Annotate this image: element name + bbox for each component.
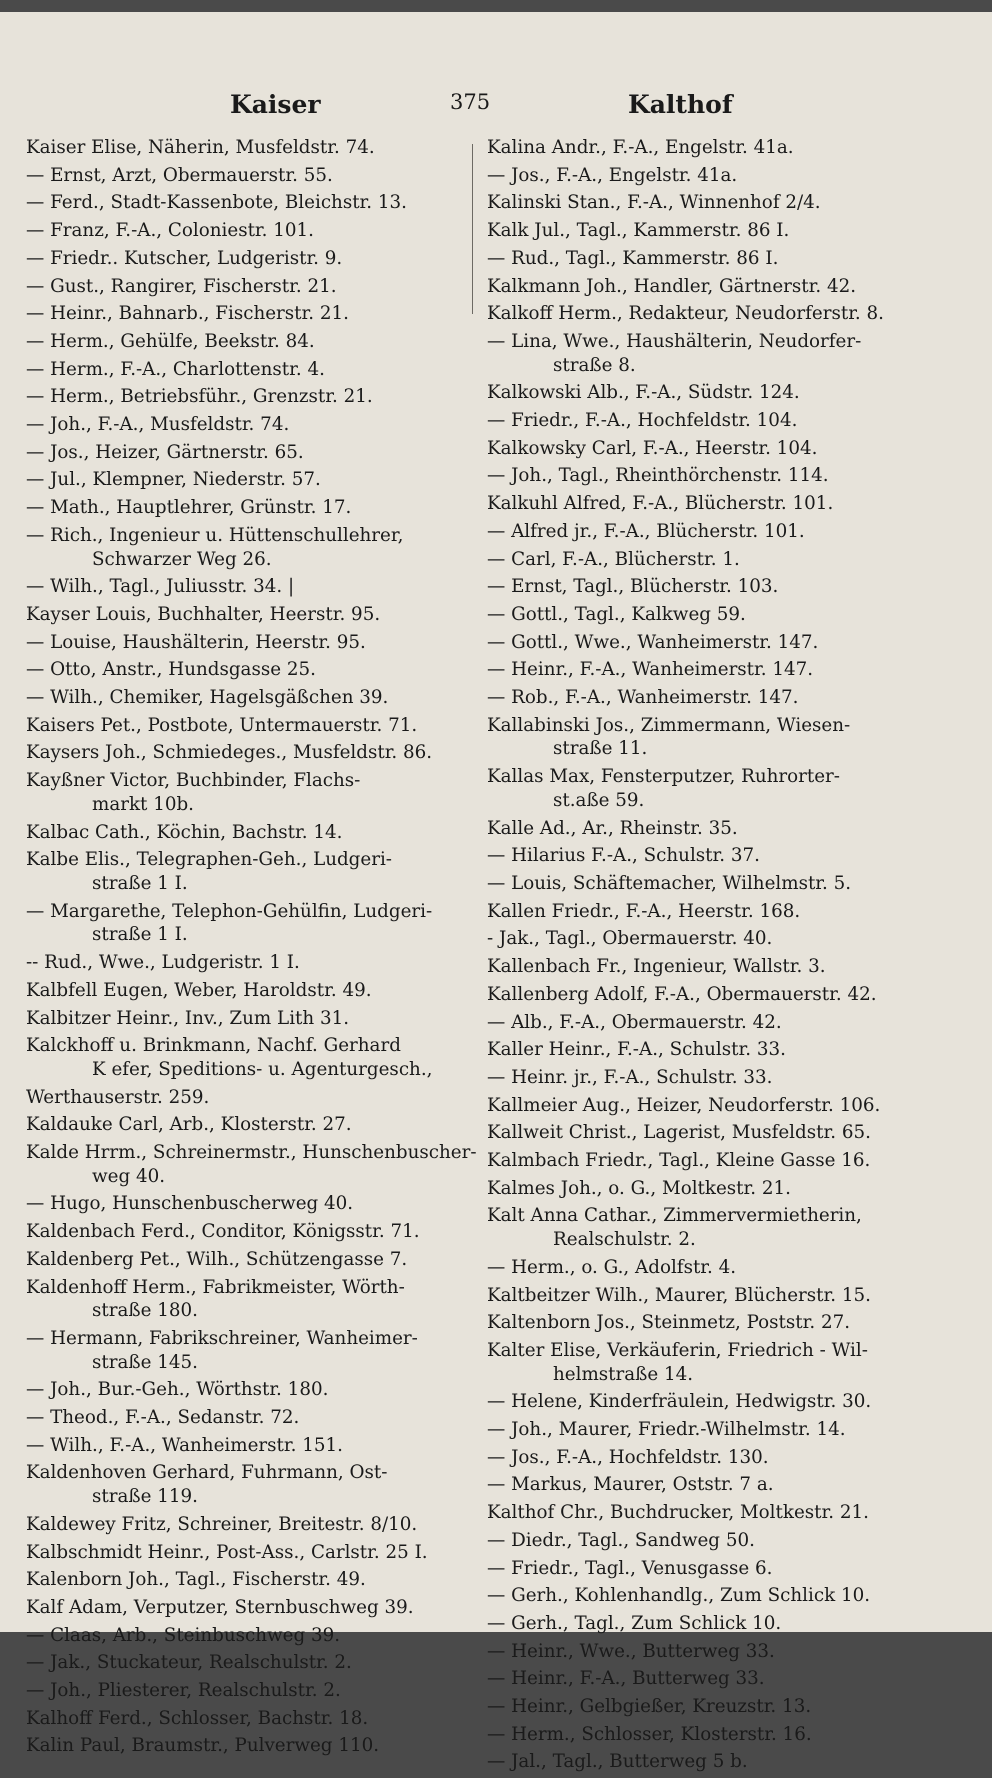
directory-entry bbox=[26, 741, 454, 765]
entry-line: Kalenborn Joh., Tagl., Fischerstr. 49. bbox=[26, 1569, 366, 1591]
entry-continuation-line: Realschulstr. 2. bbox=[553, 1229, 696, 1251]
directory-entry bbox=[487, 492, 917, 516]
entry-continuation-line: st.aße 59. bbox=[553, 789, 645, 811]
directory-entry bbox=[26, 900, 454, 947]
entry-line: Kalf Adam, Verputzer, Sternbuschweg 39. bbox=[26, 1596, 414, 1618]
entry-line: Kalmes Joh., o. G., Moltkestr. 21. bbox=[487, 1177, 791, 1199]
entry-line: — Jul., Klempner, Niederstr. 57. bbox=[26, 469, 321, 491]
directory-entry bbox=[487, 714, 917, 761]
directory-entry bbox=[26, 1378, 454, 1402]
entry-line: Kalkoff Herm., Redakteur, Neudorferstr. 8. bbox=[487, 303, 884, 325]
directory-entry bbox=[26, 575, 454, 599]
directory-entry bbox=[26, 358, 454, 382]
entry-line: Kalbitzer Heinr., Inv., Zum Lith 31. bbox=[26, 1007, 350, 1029]
directory-entry bbox=[26, 385, 454, 409]
entry-line: — Louis, Schäftemacher, Wilhelmstr. 5. bbox=[487, 872, 852, 894]
entry-line: — Rud., Tagl., Kammerstr. 86 I. bbox=[487, 247, 779, 269]
entry-continuation-line: K efer, Speditions- u. Agenturgesch., bbox=[92, 1058, 433, 1080]
entry-line: -- Rud., Wwe., Ludgeristr. 1 I. bbox=[26, 952, 300, 974]
directory-entry bbox=[26, 1248, 454, 1272]
entry-line: — Louise, Haushälterin, Heerstr. 95. bbox=[26, 631, 366, 653]
entry-line: — Gust., Rangirer, Fischerstr. 21. bbox=[26, 275, 337, 297]
entry-line: — Joh., Maurer, Friedr.-Wilhelmstr. 14. bbox=[487, 1419, 846, 1441]
directory-entry bbox=[487, 1390, 917, 1414]
entry-line: Kalthof Chr., Buchdrucker, Moltkestr. 21. bbox=[487, 1502, 869, 1524]
directory-entry bbox=[26, 191, 454, 215]
entry-line: — Gerh., Tagl., Zum Schlick 10. bbox=[487, 1612, 782, 1634]
directory-entry bbox=[26, 769, 454, 816]
entry-line: Kaldenhoff Herm., Fabrikmeister, Wörth- bbox=[26, 1276, 405, 1298]
entry-line: — Herm., Gehülfe, Beekstr. 84. bbox=[26, 330, 315, 352]
directory-entry bbox=[487, 927, 917, 951]
directory-entry bbox=[487, 1066, 917, 1090]
entry-line: Kalbschmidt Heinr., Post-Ass., Carlstr. 25 I. bbox=[26, 1541, 428, 1563]
directory-entry bbox=[26, 1406, 454, 1430]
header-left-keyword: Kaiser bbox=[230, 90, 321, 119]
directory-entry bbox=[487, 381, 917, 405]
directory-entry bbox=[487, 1011, 917, 1035]
entry-line: — Carl, F.-A., Blücherstr. 1. bbox=[487, 548, 740, 570]
directory-entry bbox=[26, 441, 454, 465]
entry-line: Kalin Paul, Braumstr., Pulverweg 110. bbox=[26, 1735, 380, 1757]
directory-entry bbox=[487, 686, 917, 710]
directory-entry bbox=[26, 330, 454, 354]
directory-entry bbox=[26, 658, 454, 682]
directory-entry bbox=[487, 658, 917, 682]
entry-line: Kaiser Elise, Näherin, Musfeldstr. 74. bbox=[26, 137, 375, 158]
entry-line: — Herm., F.-A., Charlottenstr. 4. bbox=[26, 358, 325, 380]
entry-line: — Gottl., Wwe., Wanheimerstr. 147. bbox=[487, 631, 819, 653]
entry-line: Kaltenborn Jos., Steinmetz, Poststr. 27. bbox=[487, 1312, 851, 1334]
entry-line: Kalbfell Eugen, Weber, Haroldstr. 49. bbox=[26, 979, 372, 1001]
entry-line: — Jal., Tagl., Butterweg 5 b. bbox=[487, 1751, 748, 1773]
entry-line: Kaldenberg Pet., Wilh., Schützengasse 7. bbox=[26, 1248, 408, 1270]
entry-line: — Friedr.. Kutscher, Ludgeristr. 9. bbox=[26, 247, 343, 269]
entry-line: — Herm., Schlosser, Klosterstr. 16. bbox=[487, 1723, 812, 1745]
entry-line: Kayser Louis, Buchhalter, Heerstr. 95. bbox=[26, 603, 381, 625]
directory-entry bbox=[26, 1596, 454, 1620]
directory-entry bbox=[26, 136, 454, 160]
entry-line: Werthauserstr. 259. bbox=[26, 1086, 210, 1108]
directory-entry bbox=[487, 548, 917, 572]
entry-line: — Gottl., Tagl., Kalkweg 59. bbox=[487, 603, 746, 625]
entry-line: — Claas, Arb., Steinbuschweg 39. bbox=[26, 1624, 341, 1646]
entry-line: — Joh., F.-A., Musfeldstr. 74. bbox=[26, 414, 290, 436]
header-right-keyword: Kalthof bbox=[628, 90, 733, 119]
entry-line: — Jos., F.-A., Engelstr. 41a. bbox=[487, 164, 738, 186]
entry-line: Kalter Elise, Verkäuferin, Friedrich - Wil- bbox=[487, 1339, 868, 1361]
entry-line: — Margarethe, Telephon-Gehülfin, Ludgeri- bbox=[26, 900, 433, 922]
entry-line: Kalbac Cath., Köchin, Bachstr. 14. bbox=[26, 821, 343, 843]
directory-entry bbox=[487, 1723, 917, 1747]
directory-entry bbox=[487, 1529, 917, 1553]
directory-entry bbox=[26, 631, 454, 655]
directory-entry bbox=[487, 955, 917, 979]
entry-line: — Rob., F.-A., Wanheimerstr. 147. bbox=[487, 687, 799, 709]
directory-entry bbox=[487, 1204, 917, 1251]
directory-entry bbox=[26, 1513, 454, 1537]
directory-entry bbox=[26, 1327, 454, 1374]
entry-line: Kallenbach Fr., Ingenieur, Wallstr. 3. bbox=[487, 956, 826, 978]
directory-entry bbox=[26, 164, 454, 188]
entry-continuation-line: straße 180. bbox=[92, 1300, 198, 1322]
directory-entry bbox=[487, 1038, 917, 1062]
directory-entry bbox=[26, 979, 454, 1003]
entry-line: — Herm., o. G., Adolfstr. 4. bbox=[487, 1256, 737, 1278]
entry-line: — Ernst, Tagl., Blücherstr. 103. bbox=[487, 576, 779, 598]
directory-entry bbox=[487, 872, 917, 896]
directory-entry bbox=[26, 413, 454, 437]
directory-entry bbox=[487, 603, 917, 627]
entry-continuation-line: straße 1 I. bbox=[92, 924, 188, 946]
column-divider bbox=[472, 144, 473, 314]
directory-entry bbox=[26, 1624, 454, 1648]
entry-line: — Friedr., F.-A., Hochfeldstr. 104. bbox=[487, 410, 798, 432]
directory-entry bbox=[26, 714, 454, 738]
entry-line: — Wilh., Chemiker, Hagelsgäßchen 39. bbox=[26, 687, 389, 709]
entry-line: Kalina Andr., F.-A., Engelstr. 41a. bbox=[487, 137, 794, 158]
directory-entry bbox=[26, 1734, 454, 1758]
directory-entry bbox=[26, 1568, 454, 1592]
entry-line: — Wilh., Tagl., Juliusstr. 34. | bbox=[26, 576, 295, 598]
directory-entry bbox=[487, 1121, 917, 1145]
entry-line: - Jak., Tagl., Obermauerstr. 40. bbox=[487, 928, 773, 950]
page-header bbox=[0, 90, 992, 124]
entry-line: Kalde Hrrm., Schreinermstr., Hunschenbuscher- bbox=[26, 1142, 477, 1164]
directory-entry bbox=[487, 520, 917, 544]
entry-line: — Ernst, Arzt, Obermauerstr. 55. bbox=[26, 164, 333, 186]
directory-entry bbox=[487, 275, 917, 299]
directory-entry bbox=[26, 1651, 454, 1675]
directory-entry bbox=[487, 1584, 917, 1608]
directory-entry bbox=[26, 1220, 454, 1244]
entry-line: Kallen Friedr., F.-A., Heerstr. 168. bbox=[487, 900, 801, 922]
entry-line: — Alfred jr., F.-A., Blücherstr. 101. bbox=[487, 520, 805, 542]
directory-entry bbox=[487, 1284, 917, 1308]
directory-entry bbox=[26, 219, 454, 243]
entry-line: Kallenberg Adolf, F.-A., Obermauerstr. 42. bbox=[487, 983, 877, 1005]
directory-entry bbox=[487, 1473, 917, 1497]
directory-entry bbox=[487, 1446, 917, 1470]
directory-entry bbox=[26, 1679, 454, 1703]
directory-entry bbox=[487, 1557, 917, 1581]
directory-entry bbox=[487, 631, 917, 655]
directory-entry bbox=[26, 1086, 454, 1110]
entry-line: Kaldauke Carl, Arb., Klosterstr. 27. bbox=[26, 1114, 352, 1136]
entry-continuation-line: straße 145. bbox=[92, 1351, 198, 1373]
entry-line: — Hugo, Hunschenbuscherweg 40. bbox=[26, 1193, 354, 1215]
entry-line: Kallmeier Aug., Heizer, Neudorferstr. 106. bbox=[487, 1094, 881, 1116]
entry-line: — Jos., Heizer, Gärtnerstr. 65. bbox=[26, 441, 304, 463]
entry-line: — Joh., Tagl., Rheinthörchenstr. 114. bbox=[487, 465, 829, 487]
entry-line: — Jak., Stuckateur, Realschulstr. 2. bbox=[26, 1652, 352, 1674]
directory-page bbox=[0, 12, 992, 1773]
entry-continuation-line: Schwarzer Weg 26. bbox=[92, 548, 272, 570]
entry-line: — Lina, Wwe., Haushälterin, Neudorfer- bbox=[487, 330, 862, 352]
page-number: 375 bbox=[450, 90, 491, 114]
entry-line: — Joh., Bur.-Geh., Wörthstr. 180. bbox=[26, 1379, 329, 1401]
entry-line: — Heinr., Bahnarb., Fischerstr. 21. bbox=[26, 303, 349, 325]
directory-entry bbox=[26, 275, 454, 299]
directory-entry bbox=[487, 464, 917, 488]
entry-line: — Rich., Ingenieur u. Hüttenschullehrer, bbox=[26, 524, 404, 546]
entry-line: — Gerh., Kohlenhandlg., Zum Schlick 10. bbox=[487, 1585, 871, 1607]
entry-line: Kaldewey Fritz, Schreiner, Breitestr. 8/10. bbox=[26, 1513, 418, 1535]
entry-line: Kalkowski Alb., F.-A., Südstr. 124. bbox=[487, 382, 800, 404]
entry-line: — Helene, Kinderfräulein, Hedwigstr. 30. bbox=[487, 1391, 872, 1413]
entry-line: Kalhoff Ferd., Schlosser, Bachstr. 18. bbox=[26, 1707, 369, 1729]
entry-line: — Jos., F.-A., Hochfeldstr. 130. bbox=[487, 1446, 769, 1468]
directory-entry bbox=[26, 603, 454, 627]
right-column bbox=[487, 136, 917, 1778]
directory-entry bbox=[26, 468, 454, 492]
entry-line: Kalckhoff u. Brinkmann, Nachf. Gerhard bbox=[26, 1035, 401, 1057]
entry-continuation-line: weg 40. bbox=[92, 1165, 166, 1187]
entry-line: — Hermann, Fabrikschreiner, Wanheimer- bbox=[26, 1327, 418, 1349]
directory-entry bbox=[26, 1113, 454, 1137]
directory-entry bbox=[26, 848, 454, 895]
entry-line: — Otto, Anstr., Hundsgasse 25. bbox=[26, 659, 316, 681]
entry-line: Kallweit Christ., Lagerist, Musfeldstr. 65. bbox=[487, 1122, 871, 1144]
entry-line: — Theod., F.-A., Sedanstr. 72. bbox=[26, 1407, 300, 1429]
directory-entry bbox=[487, 1640, 917, 1664]
entry-line: Kalbe Elis., Telegraphen-Geh., Ludgeri- bbox=[26, 849, 392, 871]
entry-line: — Heinr., F.-A., Wanheimerstr. 147. bbox=[487, 659, 814, 681]
entry-continuation-line: straße 8. bbox=[553, 354, 636, 376]
directory-entry bbox=[487, 1094, 917, 1118]
directory-entry bbox=[487, 219, 917, 243]
directory-entry bbox=[487, 409, 917, 433]
directory-entry bbox=[487, 1418, 917, 1442]
entry-line: Kaisers Pet., Postbote, Untermauerstr. 71. bbox=[26, 714, 418, 736]
directory-entry bbox=[487, 983, 917, 1007]
entry-line: Kayßner Victor, Buchbinder, Flachs- bbox=[26, 770, 361, 792]
directory-entry bbox=[487, 1339, 917, 1386]
entry-continuation-line: helmstraße 14. bbox=[553, 1363, 694, 1385]
entry-line: — Friedr., Tagl., Venusgasse 6. bbox=[487, 1557, 773, 1579]
entry-line: Kaldenbach Ferd., Conditor, Königsstr. 71. bbox=[26, 1221, 420, 1243]
directory-entry bbox=[487, 437, 917, 461]
directory-entry bbox=[487, 817, 917, 841]
directory-entry bbox=[487, 1667, 917, 1691]
entry-line: — Hilarius F.-A., Schulstr. 37. bbox=[487, 845, 760, 867]
entry-line: Kaltbeitzer Wilh., Maurer, Blücherstr. 15. bbox=[487, 1284, 871, 1306]
entry-line: — Heinr., Gelbgießer, Kreuzstr. 13. bbox=[487, 1696, 812, 1718]
entry-line: Kallas Max, Fensterputzer, Ruhrorter- bbox=[487, 766, 840, 788]
entry-line: — Alb., F.-A., Obermauerstr. 42. bbox=[487, 1011, 782, 1033]
entry-line: — Heinr., Wwe., Butterweg 33. bbox=[487, 1640, 775, 1662]
directory-entry bbox=[487, 575, 917, 599]
entry-continuation-line: straße 1 I. bbox=[92, 872, 188, 894]
directory-entry bbox=[26, 1541, 454, 1565]
entry-line: Kaldenhoven Gerhard, Fuhrmann, Ost- bbox=[26, 1462, 388, 1484]
entry-line: Kalk Jul., Tagl., Kammerstr. 86 I. bbox=[487, 220, 790, 242]
directory-entry bbox=[487, 1612, 917, 1636]
entry-line: Kaysers Joh., Schmiedeges., Musfeldstr. 86. bbox=[26, 742, 433, 764]
directory-entry bbox=[487, 1695, 917, 1719]
directory-entry bbox=[487, 1177, 917, 1201]
entry-line: Kaller Heinr., F.-A., Schulstr. 33. bbox=[487, 1039, 786, 1061]
directory-entry bbox=[487, 844, 917, 868]
directory-entry bbox=[26, 496, 454, 520]
entry-line: — Math., Hauptlehrer, Grünstr. 17. bbox=[26, 497, 352, 519]
directory-entry bbox=[26, 1192, 454, 1216]
entry-line: Kalkmann Joh., Handler, Gärtnerstr. 42. bbox=[487, 275, 857, 297]
directory-entry bbox=[26, 1461, 454, 1508]
entry-line: — Diedr., Tagl., Sandweg 50. bbox=[487, 1529, 755, 1551]
entry-continuation-line: markt 10b. bbox=[92, 793, 194, 815]
entry-line: Kalmbach Friedr., Tagl., Kleine Gasse 16. bbox=[487, 1150, 871, 1172]
left-column bbox=[26, 136, 477, 1762]
entry-line: Kallabinski Jos., Zimmermann, Wiesen- bbox=[487, 714, 851, 736]
entry-line: Kalt Anna Cathar., Zimmervermietherin, bbox=[487, 1205, 862, 1227]
directory-entry bbox=[26, 1707, 454, 1731]
entry-line: — Markus, Maurer, Oststr. 7 a. bbox=[487, 1474, 774, 1496]
directory-entry bbox=[26, 821, 454, 845]
entry-line: — Franz, F.-A., Coloniestr. 101. bbox=[26, 220, 314, 242]
directory-entry bbox=[487, 330, 917, 377]
entry-continuation-line: straße 119. bbox=[92, 1486, 198, 1508]
directory-entry bbox=[26, 1034, 454, 1081]
entry-line: — Joh., Pliesterer, Realschulstr. 2. bbox=[26, 1680, 341, 1702]
directory-entry bbox=[26, 524, 454, 571]
directory-entry bbox=[26, 951, 454, 975]
directory-entry bbox=[487, 1750, 917, 1774]
directory-entry bbox=[487, 900, 917, 924]
entry-line: — Heinr., F.-A., Butterweg 33. bbox=[487, 1668, 765, 1690]
entry-line: — Ferd., Stadt-Kassenbote, Bleichstr. 13. bbox=[26, 192, 407, 214]
directory-entry bbox=[487, 1311, 917, 1335]
directory-entry bbox=[487, 1501, 917, 1525]
directory-entry bbox=[487, 164, 917, 188]
directory-entry bbox=[26, 247, 454, 271]
directory-entry bbox=[26, 1007, 454, 1031]
directory-entry bbox=[26, 1434, 454, 1458]
entry-line: Kalinski Stan., F.-A., Winnenhof 2/4. bbox=[487, 192, 821, 214]
entry-continuation-line: straße 11. bbox=[553, 738, 648, 760]
entry-line: — Wilh., F.-A., Wanheimerstr. 151. bbox=[26, 1434, 343, 1456]
directory-entry bbox=[487, 302, 917, 326]
entry-line: Kalle Ad., Ar., Rheinstr. 35. bbox=[487, 817, 738, 839]
entry-line: — Herm., Betriebsführ., Grenzstr. 21. bbox=[26, 386, 373, 408]
directory-entry bbox=[26, 1141, 477, 1188]
directory-entry bbox=[26, 686, 454, 710]
entry-line: Kalkowsky Carl, F.-A., Heerstr. 104. bbox=[487, 437, 818, 459]
directory-entry bbox=[487, 247, 917, 271]
directory-entry bbox=[487, 191, 917, 215]
directory-entry bbox=[487, 1149, 917, 1173]
directory-entry bbox=[26, 1276, 454, 1323]
directory-entry bbox=[487, 136, 917, 160]
entry-line: — Heinr. jr., F.-A., Schulstr. 33. bbox=[487, 1066, 773, 1088]
directory-entry bbox=[26, 302, 454, 326]
directory-entry bbox=[487, 1256, 917, 1280]
entry-line: Kalkuhl Alfred, F.-A., Blücherstr. 101. bbox=[487, 493, 834, 515]
directory-entry bbox=[487, 765, 917, 812]
